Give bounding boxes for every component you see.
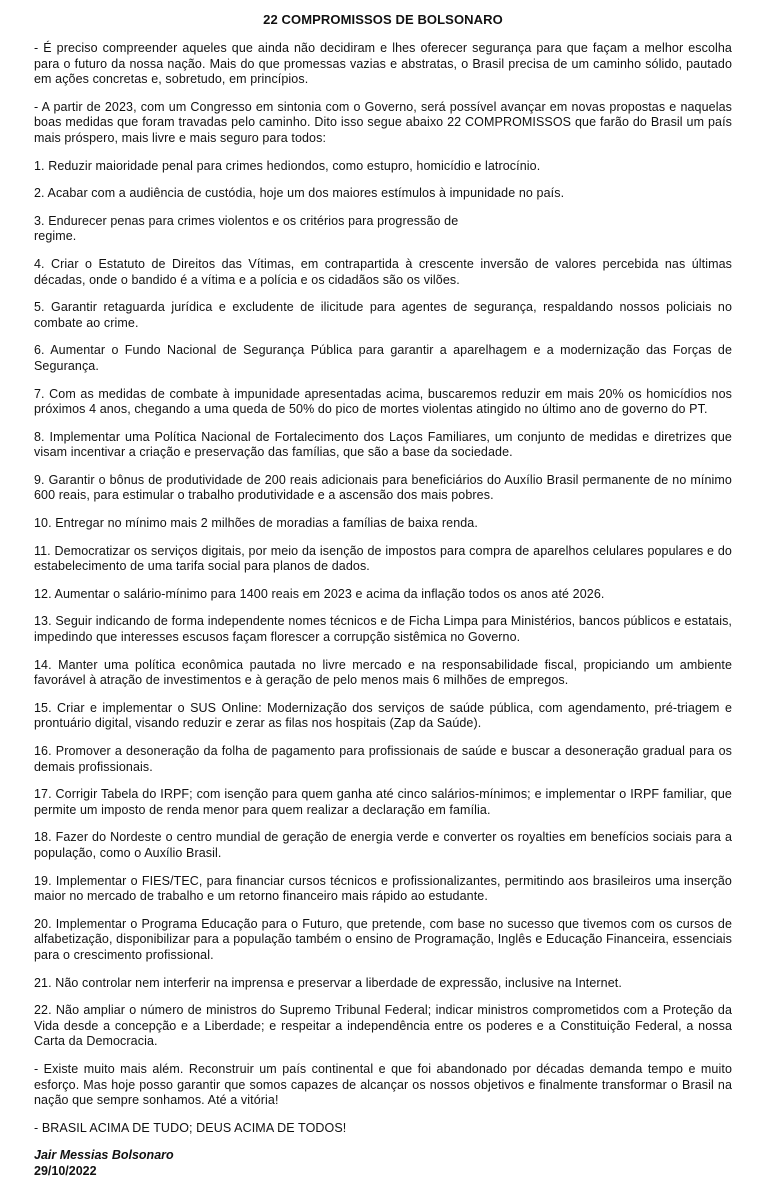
commitment-item: 13. Seguir indicando de forma independente nomes técnicos e de Ficha Limpa para Ministérios, bancos públicos e estatais, impedindo que interesses escusos façam florescer a corrupção sistêmica no Governo. [34,614,732,645]
commitment-item: 7. Com as medidas de combate à impunidade apresentadas acima, buscaremos reduzir em mais 20% os homicídios nos próximos 4 anos, chegando a uma queda de 50% do pico de mortes violentas atingido no último ano de governo do PT. [34,386,732,417]
commitment-item: 11. Democratizar os serviços digitais, por meio da isenção de impostos para compra de aparelhos celulares populares e do estabelecimento de uma tarifa social para planos de dados. [34,543,732,574]
commitment-item: 19. Implementar o FIES/TEC, para financiar cursos técnicos e profissionalizantes, permitindo aos brasileiros uma inserção maior no mercado de trabalho e um retorno financeiro mais rápido ao estudante. [34,873,732,904]
commitment-item: 22. Não ampliar o número de ministros do Supremo Tribunal Federal; indicar ministros comprometidos com a Proteção da Vida desde a concepção e a Liberdade; e respeitar a independência entre os poderes e a Constituição Federal, a nossa Carta da Democracia. [34,1003,732,1049]
commitment-item: 18. Fazer do Nordeste o centro mundial de geração de energia verde e converter os royalties em benefícios sociais para a população, como o Auxílio Brasil. [34,830,732,860]
commitment-item: 20. Implementar o Programa Educação para o Futuro, que pretende, com base no sucesso que tivemos com os cursos de alfabetização, disponibilizar para a população também o ensino de Programação, Inglês e Educação Financeira, essenciais para o crescimento profissional. [34,916,732,962]
commitment-item: 10. Entregar no mínimo mais 2 milhões de moradias a famílias de baixa renda. [34,516,478,531]
commitment-item: 12. Aumentar o salário-mínimo para 1400 reais em 2023 e acima da inflação todos os anos até 2026. [34,586,605,601]
commitment-item-line: regime. [34,229,77,244]
signature-name: Jair Messias Bolsonaro [34,1148,174,1163]
commitment-item [34,214,732,245]
commitment-item: 1. Reduzir maioridade penal para crimes hediondos, como estupro, homicídio e latrocínio. [34,158,541,173]
intro-paragraph-2: - A partir de 2023, com um Congresso em sintonia com o Governo, será possível avançar em novas propostas e naquelas boas medidas que foram travadas pelo caminho. Dito isso segue abaixo 22 COMPROMISSOS que farão do Brasil um país mais próspero, mais livre e mais seguro para todos: [34,99,732,145]
commitment-item: 5. Garantir retaguarda jurídica e excludente de ilicitude para agentes de segurança, respaldando nossos policiais no combate ao crime. [34,300,732,330]
commitments-list [34,159,732,1050]
commitment-item: 21. Não controlar nem interferir na imprensa e preservar a liberdade de expressão, inclusive na Internet. [34,975,622,990]
commitment-item: 2. Acabar com a audiência de custódia, hoje um dos maiores estímulos à impunidade no país. [34,186,565,201]
document-page [34,12,732,1179]
document-title: 22 COMPROMISSOS DE BOLSONARO [263,12,503,27]
commitment-item: 4. Criar o Estatuto de Direitos das Vítimas, em contrapartida à crescente inversão de valores percebida nas últimas décadas, onde o bandido é a vítima e a polícia e os cidadãos são os vilões. [34,256,732,287]
commitment-item: 8. Implementar uma Política Nacional de Fortalecimento dos Laços Familiares, um conjunto de medidas e diretrizes que visam incentivar a criação e preservação das famílias, que são a base da sociedade. [34,429,732,460]
motto: - BRASIL ACIMA DE TUDO; DEUS ACIMA DE TODOS! [34,1120,347,1135]
commitment-item: 9. Garantir o bônus de produtividade de 200 reais adicionais para beneficiários do Auxílio Brasil permanente de no mínimo 600 reais, para estimular o trabalho produtividade e a ascensão dos mais pobres. [34,472,732,503]
signature-block [34,1148,732,1179]
commitment-item: 16. Promover a desoneração da folha de pagamento para profissionais de saúde e buscar a desoneração gradual para os demais profissionais. [34,744,732,774]
signature-date: 29/10/2022 [34,1163,97,1178]
commitment-item-line: 3. Endurecer penas para crimes violentos e os critérios para progressão de [34,213,459,228]
closing-paragraph: - Existe muito mais além. Reconstruir um país continental e que foi abandonado por décadas demanda tempo e muito esforço. Mas hoje posso garantir que somos capazes de alcançar os nossos objetivos e finalmente transformar o Brasil na nação que sempre sonhamos. Até a vitória! [34,1061,732,1108]
commitment-item: 17. Corrigir Tabela do IRPF; com isenção para quem ganha até cinco salários-mínimos; e implementar o IRPF familiar, que permite um imposto de renda menor para quem realizar a declaração em família. [34,787,732,817]
intro-paragraph-1: - É preciso compreender aqueles que ainda não decidiram e lhes oferecer segurança para que façam a melhor escolha para o futuro da nossa nação. Mais do que promessas vazias e abstratas, o Brasil precisa de um caminho sólido, pautado em ações concretas e, sobretudo, em princípios. [34,41,732,87]
commitment-item: 6. Aumentar o Fundo Nacional de Segurança Pública para garantir a aparelhagem e a modernização das Forças de Segurança. [34,343,732,373]
commitment-item: 14. Manter uma política econômica pautada no livre mercado e na responsabilidade fiscal, propiciando um ambiente favorável à atração de investimentos e à geração de pelo menos mais 6 milhões de empregos. [34,657,732,688]
commitment-item: 15. Criar e implementar o SUS Online: Modernização dos serviços de saúde pública, com agendamento, pré-triagem e prontuário digital, visando reduzir e zerar as filas nos hospitais (Zap da Saúde). [34,700,732,731]
